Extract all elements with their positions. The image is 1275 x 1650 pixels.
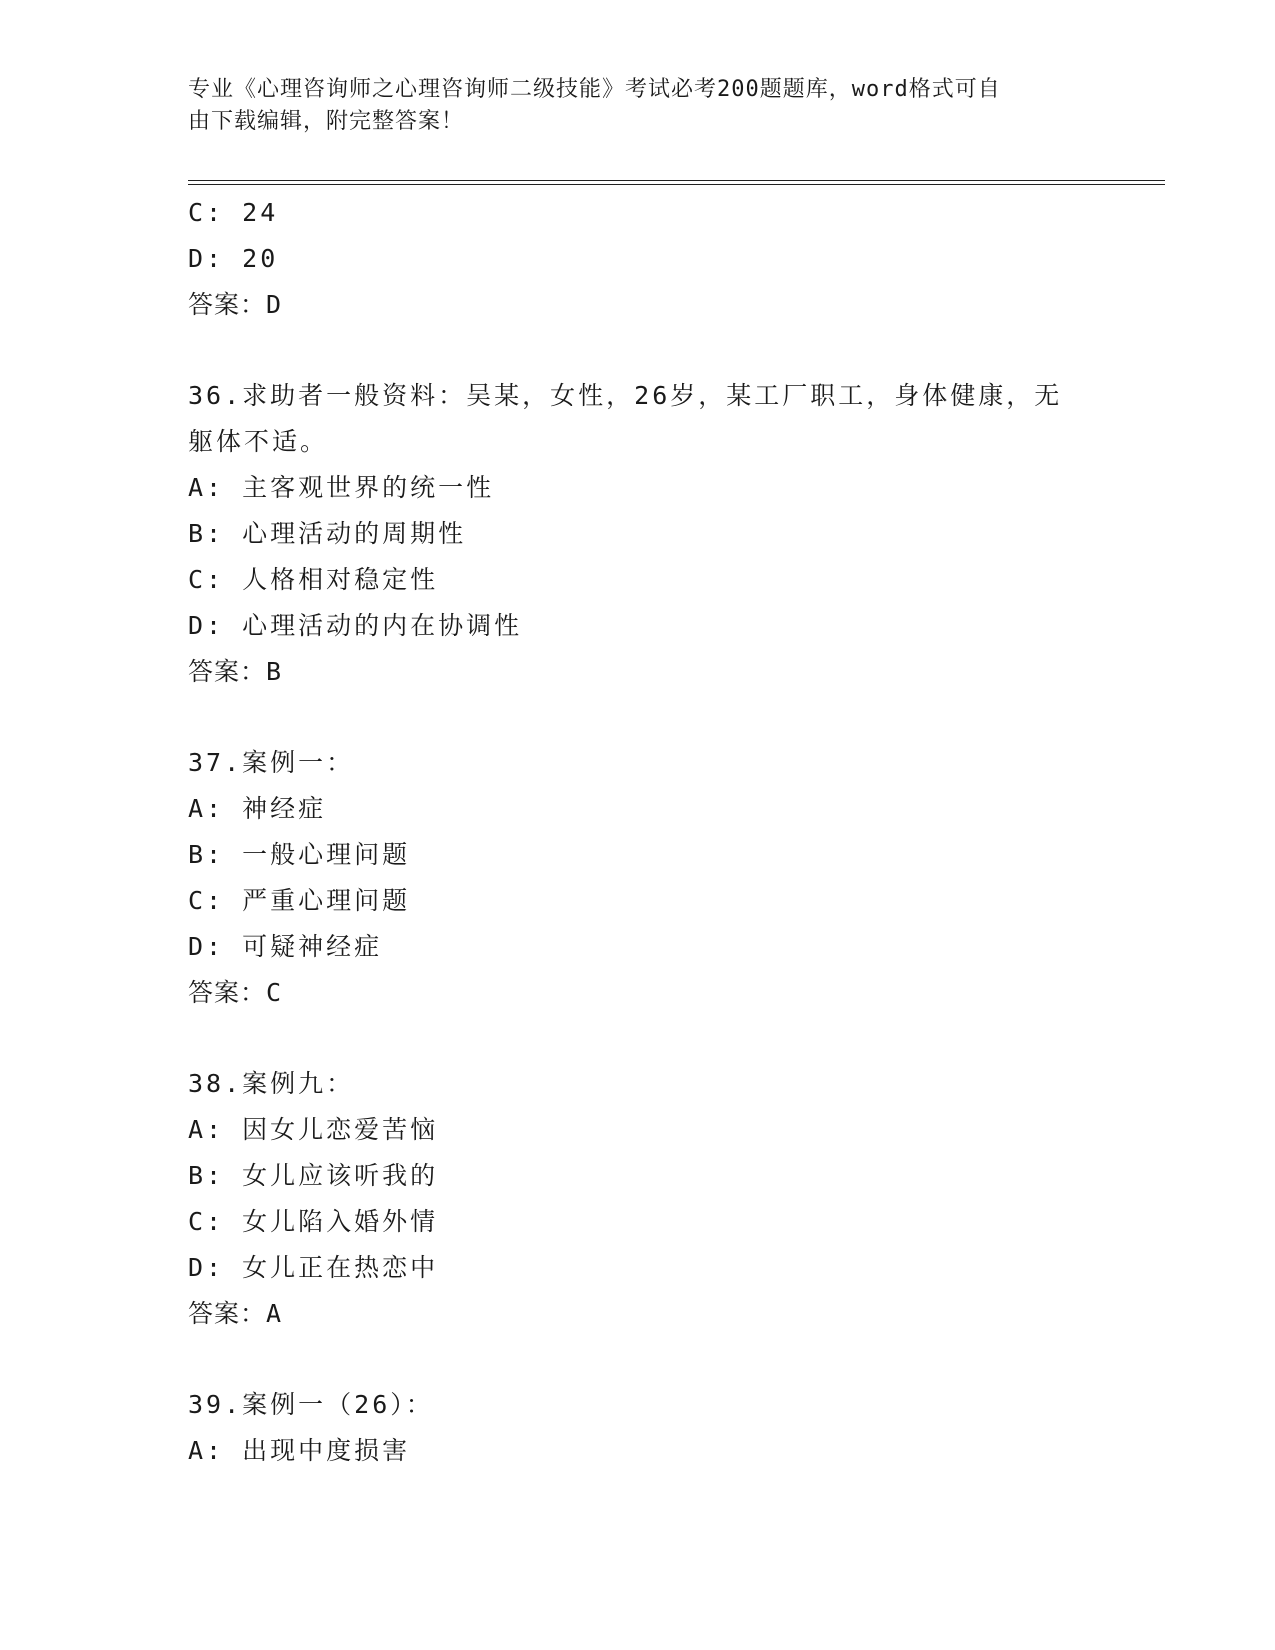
option-d: D: 20	[188, 244, 279, 273]
question-stem: 躯体不适。	[188, 427, 329, 456]
option-b: B: 女儿应该听我的	[188, 1161, 439, 1190]
question-36	[188, 373, 1108, 695]
question-stem: 38.案例九：	[188, 1069, 355, 1098]
question-stem: 37.案例一：	[188, 748, 355, 777]
answer: 答案：D	[188, 290, 283, 319]
option-c: C: 严重心理问题	[188, 886, 411, 915]
option-c: C: 人格相对稳定性	[188, 565, 439, 594]
answer: 答案：A	[188, 1299, 283, 1328]
option-d: D: 可疑神经症	[188, 932, 383, 961]
question-list	[188, 190, 1108, 1474]
header-line-2: 由下载编辑，附完整答案！	[188, 109, 465, 134]
option-d: D: 女儿正在热恋中	[188, 1253, 439, 1282]
question-38	[188, 1061, 1108, 1337]
option-a: A: 神经症	[188, 794, 327, 823]
document-header	[188, 74, 1068, 138]
option-a: A: 主客观世界的统一性	[188, 473, 495, 502]
option-a: A: 因女儿恋爱苦恼	[188, 1115, 439, 1144]
option-c: C: 女儿陷入婚外情	[188, 1207, 439, 1236]
answer: 答案：C	[188, 978, 283, 1007]
header-rule-top	[188, 180, 1165, 181]
question-39	[188, 1382, 1108, 1474]
question-stem: 36.求助者一般资料：吴某，女性，26岁，某工厂职工，身体健康，无	[188, 381, 1063, 410]
header-line-1: 专业《心理咨询师之心理咨询师二级技能》考试必考200题题库，word格式可自	[188, 77, 1001, 102]
option-a: A: 出现中度损害	[188, 1436, 411, 1465]
header-rule-bottom	[188, 184, 1165, 185]
option-b: B: 一般心理问题	[188, 840, 411, 869]
option-c: C: 24	[188, 198, 279, 227]
carryover-block	[188, 190, 1108, 328]
answer: 答案：B	[188, 657, 283, 686]
option-b: B: 心理活动的周期性	[188, 519, 467, 548]
question-37	[188, 740, 1108, 1016]
question-stem: 39.案例一（26）：	[188, 1390, 434, 1419]
option-d: D: 心理活动的内在协调性	[188, 611, 523, 640]
